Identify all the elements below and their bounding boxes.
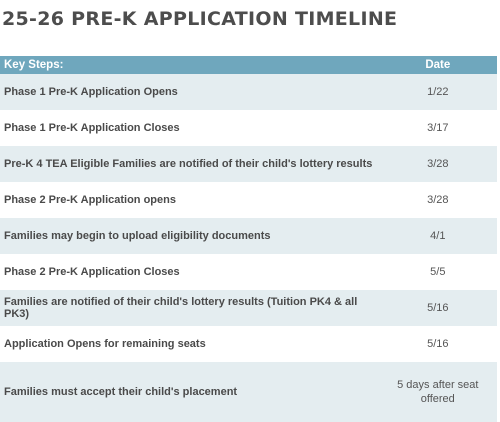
table-row xyxy=(0,74,497,110)
table-row xyxy=(0,254,497,290)
date-cell: 5/16 xyxy=(379,290,497,326)
date-cell: 5 days after seat offered xyxy=(379,362,497,422)
table-row xyxy=(0,290,497,326)
date-cell: 3/17 xyxy=(379,110,497,146)
step-cell: Phase 1 Pre-K Application Closes xyxy=(0,110,379,146)
table-row xyxy=(0,362,497,422)
date-cell: 3/28 xyxy=(379,182,497,218)
date-cell: 5/16 xyxy=(379,326,497,362)
step-cell: Families must accept their child's placement xyxy=(0,362,379,422)
header-key-steps: Key Steps: xyxy=(0,56,379,74)
step-cell: Phase 2 Pre-K Application opens xyxy=(0,182,379,218)
step-cell: Phase 1 Pre-K Application Opens xyxy=(0,74,379,110)
header-date: Date xyxy=(379,56,497,74)
step-cell: Application Opens for remaining seats xyxy=(0,326,379,362)
date-cell: 1/22 xyxy=(379,74,497,110)
date-cell: 4/1 xyxy=(379,218,497,254)
table-row xyxy=(0,326,497,362)
date-cell: 5/5 xyxy=(379,254,497,290)
timeline-table xyxy=(0,56,497,422)
date-cell: 3/28 xyxy=(379,146,497,182)
step-cell: Pre-K 4 TEA Eligible Families are notified of their child's lottery results xyxy=(0,146,379,182)
table-header-row xyxy=(0,56,497,74)
step-cell: Families are notified of their child's lottery results (Tuition PK4 & all PK3) xyxy=(0,290,379,326)
table-row xyxy=(0,182,497,218)
step-cell: Phase 2 Pre-K Application Closes xyxy=(0,254,379,290)
table-row xyxy=(0,146,497,182)
page-title: 25-26 PRE-K APPLICATION TIMELINE xyxy=(2,8,398,30)
table-row xyxy=(0,110,497,146)
table-row xyxy=(0,218,497,254)
step-cell: Families may begin to upload eligibility documents xyxy=(0,218,379,254)
